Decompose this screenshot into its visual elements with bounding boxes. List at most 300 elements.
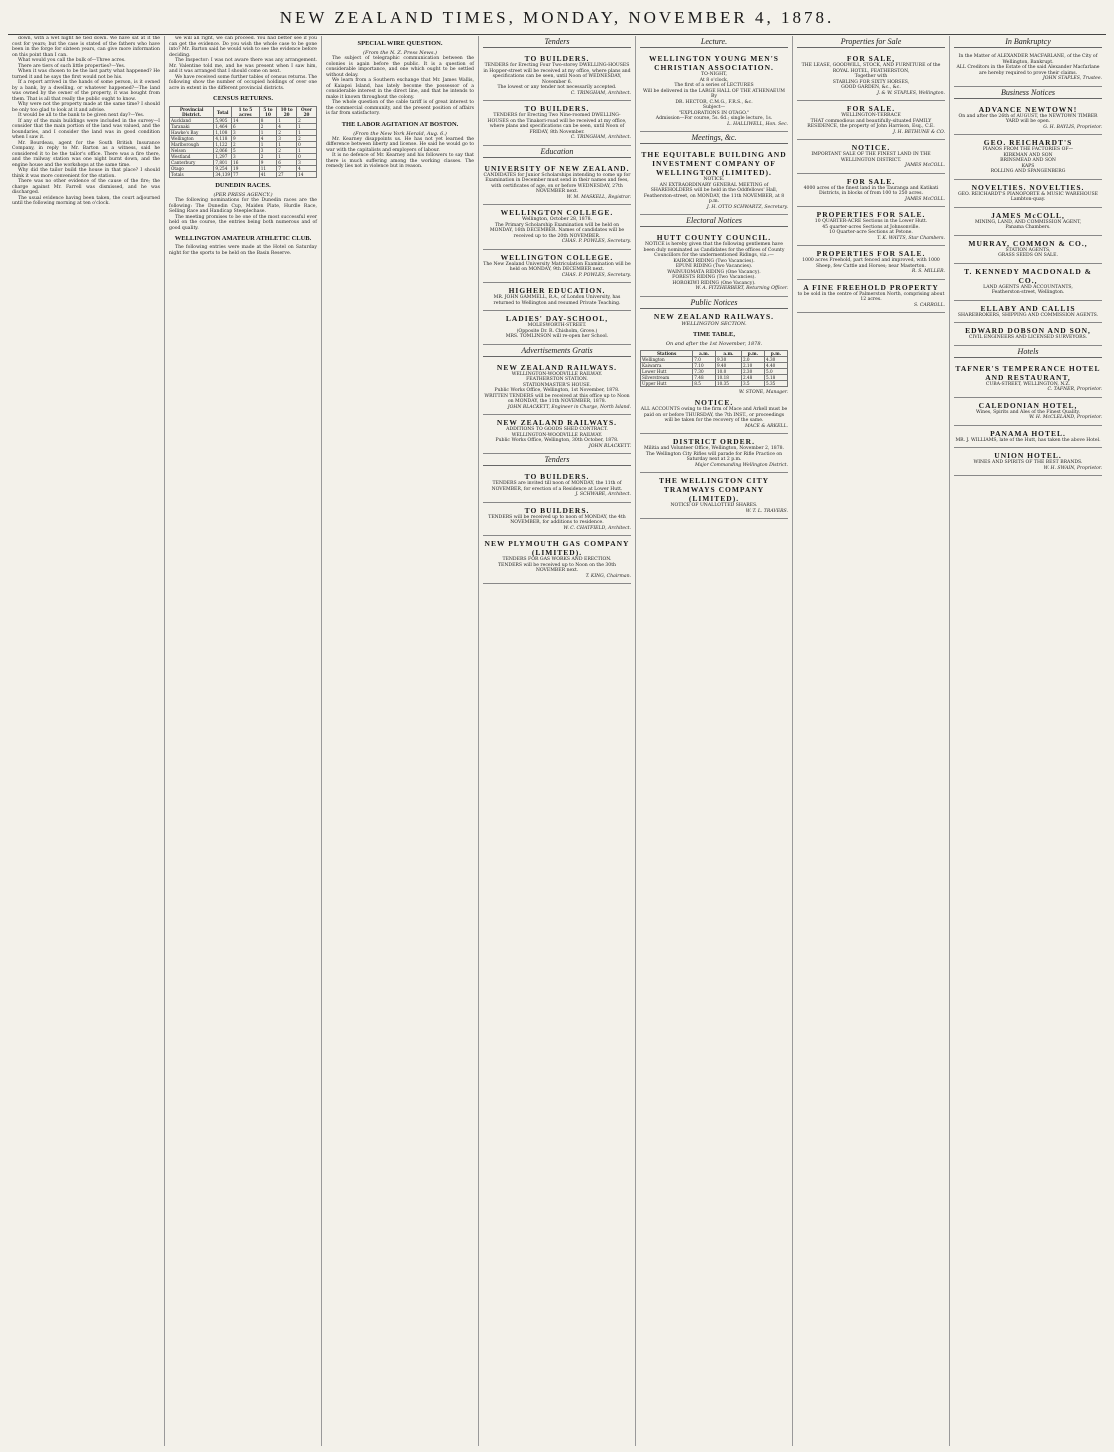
ad-line: THAT commodious and beautifully-situated FAMILY RESIDENCE, the property of John Harrison, Esq., C.E. <box>807 118 935 129</box>
ad-title: WELLINGTON COLLEGE. <box>500 208 614 217</box>
ad-body <box>640 242 788 286</box>
races-subtitle: (PER PRESS AGENCY.) <box>213 192 273 198</box>
ad-line: TENDERS will be received up to noon of MONDAY, the 4th NOVEMBER, for additions to residence. <box>488 514 626 525</box>
ad-line: GEO. REICHARDT'S PIANOFORTE & MUSIC WAREHOUSE <box>957 191 1099 197</box>
section-heading-education: Education <box>483 147 631 158</box>
ad-signature: W. T. L. TRAVERS. <box>745 508 788 514</box>
ad-body <box>483 372 631 405</box>
table-cell: 2.48 <box>741 374 764 380</box>
ad-body <box>483 323 631 340</box>
table-cell: 14 <box>232 118 260 124</box>
ad-title: TO BUILDERS. <box>524 505 590 515</box>
table-cell: 9,254 <box>214 166 232 172</box>
advertisement <box>640 51 788 132</box>
table-cell: 14 <box>297 172 317 178</box>
table-cell: Kaiwarra <box>641 362 693 368</box>
wire-title: SPECIAL WIRE QUESTION. <box>357 40 443 47</box>
ad-body <box>483 63 631 91</box>
ad-line: The New Zealand University Matriculation Examination will be held on MONDAY, 9th DECEMBER next. <box>483 261 631 272</box>
column-3 <box>322 36 479 1446</box>
ad-line: "EXPLORATIONS IN OTAGO." <box>678 110 750 116</box>
ad-title: HUTT COUNTY COUNCIL. <box>656 233 772 242</box>
ad-line: TENDERS FOR GAS WORKS AND ERECTION. <box>502 557 612 562</box>
ad-body <box>954 335 1102 341</box>
table-cell: 0 <box>297 142 317 148</box>
table-cell: 3 <box>232 154 260 160</box>
ad-signature: MACE & ARKELL. <box>744 423 788 429</box>
ad-line: EPUNI RIDING (Two Vacancies). <box>675 264 753 269</box>
article-paragraph: Why did the tailor build the house in that place? I should think it was more convenient for the station. <box>12 168 160 179</box>
ad-title: NEW PLYMOUTH GAS COMPANY (LIMITED). <box>484 539 630 557</box>
ad-signature: C. TAFNER, Proprietor. <box>1047 387 1102 392</box>
article-paragraph: The following nominations for the Dunedin races are the following: The Dunedin Cup, Maiden Plate, Hurdle Race, Selling Race and Handicap Steeplechase. <box>169 198 317 214</box>
table-cell: Marlborough <box>170 142 214 148</box>
table-cell: 7 <box>277 166 297 172</box>
ad-signature: CHAS. P. POWLES, Secretary. <box>561 272 631 278</box>
ad-signature: J. H. BETHUNE & CO. <box>893 129 945 135</box>
ad-title: THE EQUITABLE BUILDING AND INVESTMENT COMPANY OF WELLINGTON (LIMITED). <box>641 150 787 177</box>
article-paragraph: It is no defence of Mr. Kearney and his followers to say that there is much suffering among the working classes. The remedy lies not in violence but in reason. <box>326 153 474 169</box>
table-cell: 1,122 <box>214 142 232 148</box>
railway-title: NEW ZEALAND RAILWAYS. <box>653 311 775 321</box>
table-cell: Westland <box>170 154 214 160</box>
timetable <box>640 350 788 387</box>
ad-line: to be sold in the centre of Palmerston North, comprising about 12 acres. <box>797 291 945 302</box>
ad-line: ALL Creditors in the Estate of the said Alexander Macfarlane are hereby required to prove their claims. <box>956 65 1100 76</box>
table-header: Stations <box>641 350 693 356</box>
ad-signature: W. H. McCLELAND, Proprietor. <box>1029 415 1102 420</box>
ad-body <box>954 54 1102 76</box>
table-cell: 7.0 <box>693 356 716 362</box>
ad-line: IMPORTANT SALE OF THE FINEST LAND IN THE WELLINGTON DISTRICT. <box>811 152 931 163</box>
advertisement <box>954 180 1102 208</box>
ad-body <box>483 427 631 444</box>
advertisement <box>797 280 945 314</box>
ad-line: 10 Quarter-acre Sections at Petone. <box>829 230 913 235</box>
ad-line: TO-NIGHT, <box>701 72 727 77</box>
column-4-tenders <box>479 36 636 1446</box>
ad-title: DISTRICT ORDER. <box>673 437 755 446</box>
ad-signature: W. C. CHATFIELD, Architect. <box>563 525 631 531</box>
advertisement <box>797 51 945 101</box>
ad-body <box>797 113 945 130</box>
table-cell: 2 <box>232 142 260 148</box>
article-paragraph: If any of the main buildings were included in the survey—I consider that the main portion of the land was valued, and the boundaries, and I consider the land was in good condition when I saw it. <box>12 118 160 140</box>
column-2 <box>165 36 322 1446</box>
table-cell: 1,108 <box>214 130 232 136</box>
ad-line: The Wellington City Rifles will parade for Rifle Practice on Saturday next at 2 p.m. <box>645 451 783 462</box>
ad-signature: JOHN BLACKETT. <box>588 443 631 449</box>
ad-line: KIRKMAN AND SON <box>1003 152 1053 158</box>
ad-line: AN EXTRAORDINARY GENERAL MEETING of SHAREHOLDERS will be held in the Oddfellows' Hall, Featherston-street, on MONDAY, the 11th NOVEMBER, at 8 p.m. <box>643 182 785 204</box>
advertisement <box>640 147 788 215</box>
ad-title: NOTICE. <box>851 143 891 152</box>
ad-title: ADVANCE NEWTOWN! <box>978 104 1078 114</box>
ad-body <box>483 481 631 492</box>
ad-body <box>797 258 945 269</box>
section-heading-properties: Properties for Sale <box>797 37 945 48</box>
table-cell: 1 <box>277 154 297 160</box>
ad-line: 1000 acres Freehold, part fenced and improved, with 1000 Sheep, few Cattle and Horses; near Masterton. <box>802 258 940 269</box>
table-cell: 11 <box>259 166 276 172</box>
ad-line: 10 QUARTER-ACRE Sections in the Lower Hutt. <box>814 219 928 224</box>
table-header: Over 20 <box>297 107 317 118</box>
ad-body <box>954 313 1102 319</box>
table-header: a.m. <box>693 350 716 356</box>
table-cell: 7.10 <box>693 362 716 368</box>
ad-body <box>797 292 945 303</box>
ad-line: WELLINGTON-WOODVILLE RAILWAY. <box>511 432 603 438</box>
table-cell: Nelson <box>170 148 214 154</box>
table-cell: 4 <box>277 124 297 130</box>
table-cell: 1 <box>259 142 276 148</box>
table-cell: 2,066 <box>214 148 232 154</box>
advertisement <box>954 448 1102 476</box>
ad-title: WELLINGTON COLLEGE. <box>500 252 614 262</box>
article-paragraph: Mr. Kearney disappoints us. He has not yet learned the difference between liberty and license. He said he would go to war with the capitalists and employers of labour. <box>326 136 474 153</box>
advertisement <box>954 426 1102 449</box>
ad-line: CIVIL ENGINEERS AND LICENSED SURVEYORS. <box>968 335 1088 340</box>
ad-line: CANDIDATES for Junior Scholarships intending to come up for Examination in December must send in their names and fees, with certificates of age, on or before WEDNESDAY, 27th NOVEMBER next. <box>483 172 631 194</box>
ad-body <box>954 147 1102 175</box>
ad-signature: J. H. OTTO SCHWARTZ, Secretary. <box>706 204 788 210</box>
ad-title: PROPERTIES FOR SALE. <box>816 249 926 258</box>
table-cell: 5,905 <box>214 118 232 124</box>
table-cell: 5.0 <box>764 368 787 374</box>
ad-title: HIGHER EDUCATION. <box>508 286 606 295</box>
section-heading-tenders-2: Tenders <box>483 455 631 466</box>
ad-line: Will be delivered in the LARGE HALL OF THE ATHENAEUM <box>643 88 785 94</box>
ad-line: The Primary Scholarship Examination will be held on MONDAY, 16th DECEMBER. Names of candidates will be received up to the 20th NOVEMBER. <box>489 222 625 239</box>
article-paragraph: The whole question of the cable tariff is of great interest to the commercial community, and the present position of affairs is far from satisfactory. <box>326 100 474 116</box>
advertisement <box>797 101 945 140</box>
ad-signature: JAMES McCOLL. <box>905 196 945 202</box>
column-7-business <box>950 36 1106 1446</box>
advertisement <box>954 236 1102 264</box>
ad-line: CUBA-STREET, WELLINGTON, N.Z. <box>985 381 1071 387</box>
table-cell: Otago <box>170 166 214 172</box>
ad-body <box>483 262 631 273</box>
ad-line: Public Works Office, Wellington, 1st November, 1878. <box>494 388 620 393</box>
ad-title: T. KENNEDY MACDONALD & CO., <box>964 266 1092 285</box>
table-cell: Taranaki <box>170 124 214 130</box>
table-cell: 1,464 <box>214 124 232 130</box>
table-cell: 9 <box>232 136 260 142</box>
labour-subtitle: (From the New York Herald, Aug. 6.) <box>353 130 447 137</box>
section-heading-meetings: Meetings, &c. <box>640 133 788 144</box>
advertisement <box>640 395 788 434</box>
advertisement <box>954 301 1102 324</box>
ad-line: WELLINGTON-TERRACE <box>841 113 901 118</box>
ad-body <box>640 446 788 463</box>
ad-line: ALL ACCOUNTS owing to the firm of Mace and Arkell must be paid on or before THURSDAY, the 7th INST., or proceedings will be taken for the recovery of the same. <box>640 407 788 423</box>
column-6-properties <box>793 36 950 1446</box>
timetable-title: TIME TABLE, <box>692 330 736 338</box>
table-cell: 3 <box>232 130 260 136</box>
table-header: p.m. <box>741 350 764 356</box>
table-header: p.m. <box>764 350 787 356</box>
ad-signature: C. TRINGHAM, Architect. <box>570 90 631 96</box>
ad-line: MRS. TOMLINSON will re-open her School. <box>505 334 609 339</box>
ad-line: STATIONMASTER'S HOUSE. <box>522 382 592 388</box>
table-cell: 10.0 <box>715 368 741 374</box>
ad-line: KAPS <box>1021 163 1035 169</box>
ad-title: UNION HOTEL. <box>994 451 1062 460</box>
ad-line: Public Works Office, Wellington, 30th October, 1878. <box>495 438 619 443</box>
table-cell: Wellington <box>170 136 214 142</box>
ad-line: MINING, LAND, AND COMMISSION AGENT, <box>974 219 1082 225</box>
section-heading-gratis: Advertisements Gratis <box>483 346 631 357</box>
ad-title: NOVELTIES. NOVELTIES. <box>971 182 1085 192</box>
ad-signature: W. A. FITZHERBERT, Returning Officer. <box>695 286 788 291</box>
advertisement <box>954 51 1102 87</box>
ad-title: GEO. REICHARDT'S <box>983 138 1073 147</box>
ad-line: THE LEASE, GOODWILL, STOCK, AND FURNITURE of the <box>801 63 941 68</box>
ad-line: GOOD GARDEN, &c., &c. <box>841 85 901 90</box>
ad-title: PANAMA HOTEL. <box>990 428 1066 438</box>
table-cell: 10.18 <box>715 374 741 380</box>
timetable-subtitle: On and after the 1st November, 1878. <box>665 340 763 347</box>
ad-title: THE WELLINGTON CITY TRAMWAYS COMPANY (LIMITED). <box>659 476 769 503</box>
railway-signature: W. STONE, Manager. <box>738 389 788 395</box>
labour-title: THE LABOR AGITATION AT BOSTON. <box>341 120 459 128</box>
table-cell: 10.35 <box>715 380 741 386</box>
ad-line: MR. J. WILLIAMS, late of the Hutt, has taken the above Hotel. <box>955 437 1101 443</box>
advertisement <box>640 434 788 473</box>
ad-line: ROLLING AND SPANGENBERG <box>990 169 1066 174</box>
ad-body <box>954 460 1102 466</box>
census-title: CENSUS RETURNS. <box>213 95 273 102</box>
ad-title: FOR SALE. <box>846 104 896 113</box>
table-cell: 3 <box>259 148 276 154</box>
advertisement <box>640 230 788 297</box>
ad-body <box>797 63 945 91</box>
ad-line: (Opposite Dr. R. Chisholm, Grove.) <box>516 328 598 334</box>
advertisement <box>797 246 945 280</box>
ad-signature: W. M. MASKELL, Registrar. <box>566 194 631 200</box>
table-cell: Canterbury <box>170 160 214 166</box>
ad-body <box>954 192 1102 203</box>
ad-title: PROPERTIES FOR SALE. <box>816 210 926 219</box>
ad-line: WRITTEN TENDERS will be received at this office up to Noon on MONDAY, the 11th NOVEMBER, 1878. <box>484 393 630 404</box>
columns <box>8 36 1106 1446</box>
ad-line: WAINUIOMATA RIDING (One Vacancy). <box>667 269 761 275</box>
section-heading-tenders: Tenders <box>483 37 631 48</box>
section-heading-bankruptcy: In Bankruptcy <box>954 37 1102 48</box>
advertisement <box>483 250 631 284</box>
advertisement <box>797 207 945 246</box>
advertisement <box>954 398 1102 426</box>
ad-signature: T. K. WATTS, Star Chambers. <box>877 235 945 241</box>
table-row <box>170 172 317 178</box>
ad-line: FEATHERSTON STATION. <box>526 377 588 382</box>
ad-line: NOTICE. <box>703 177 725 182</box>
ad-line: NOTICE is hereby given that the following gentlemen have been duly nominated as Candidates for the offices of County Councillors for the undermentioned Ridings, viz.:— <box>643 242 785 258</box>
table-cell: 27 <box>277 172 297 178</box>
table-cell: 7.48 <box>693 374 716 380</box>
ad-body <box>483 217 631 239</box>
advertisement <box>483 161 631 206</box>
advertisement <box>954 323 1102 346</box>
table-cell: 0 <box>297 154 317 160</box>
ad-line: TENDERS will be received up to Noon on the 30th NOVEMBER next. <box>497 562 617 573</box>
ad-line: Together with <box>854 74 888 79</box>
section-heading-business: Business Notices <box>954 88 1102 99</box>
ad-line: The lowest or any tender not necessarily accepted. <box>497 85 617 90</box>
table-cell: 7,801 <box>214 160 232 166</box>
article-paragraph: The subject of telegraphic communication between the colonies is again before the public. It is a question of considerable importance, and one which ought to be settled without delay. <box>326 56 474 78</box>
ad-signature: J. SCHWABE, Architect. <box>575 492 631 497</box>
article-paragraph: Why were not the property made at the same time? I should be only too glad to look at it and advise. <box>12 102 160 113</box>
table-cell: 1 <box>297 148 317 154</box>
ad-body <box>954 220 1102 231</box>
ad-title: FOR SALE. <box>846 176 896 186</box>
ad-line: PIANOS FROM THE FACTORIES OF— <box>982 147 1074 152</box>
ad-title: MURRAY, COMMON & CO., <box>968 238 1088 248</box>
advertisement <box>954 264 1102 301</box>
ad-line: At 8 o'clock, <box>699 77 729 83</box>
ad-line: TENDERS for Erecting Two Nine-roomed DWELLING-HOUSES on the Tinakori-road will be received at my office, where plans and specifications can be seen, until Noon of FRIDAY, 8th November. <box>487 113 627 135</box>
section-heading-lecture: Lecture. <box>640 37 788 48</box>
ad-line: ADDITIONS TO GOODS SHED CONTRACT. <box>506 427 608 432</box>
table-header: 10 to 20 <box>277 107 297 118</box>
ad-title: EDWARD DOBSON AND SON, <box>965 326 1091 335</box>
ad-line: LAND AGENTS AND ACCOUNTANTS, <box>983 284 1073 290</box>
wire-subtitle: (From the N. Z. Press News.) <box>363 50 437 56</box>
table-cell: 4 <box>259 136 276 142</box>
ad-line: In the Matter of ALEXANDER MACFARLANE, of the City of Wellington, Bankrupt. <box>958 54 1098 65</box>
advertisement <box>640 473 788 519</box>
table-cell: 77 <box>232 172 260 178</box>
article-paragraph: We learn from a Southern exchange that Mr. James Wallis, of Kaiapoi Island, has lately become the possessor of a considerable interest in the direct line, and that he intends to make it known throughout the colony. <box>326 78 474 100</box>
table-header: a.m. <box>715 350 741 356</box>
table-cell: 4.30 <box>764 356 787 362</box>
table-cell: 9.30 <box>715 356 741 362</box>
ad-line: FORESTS RIDING (Two Vacancies). <box>672 275 756 280</box>
advertisement <box>483 360 631 416</box>
ad-signature: JOHN BLACKETT, Engineer in Charge, North Island. <box>507 404 631 410</box>
ad-line: NOTICE OF UNALLOTTED SHARES. <box>670 503 758 508</box>
advertisement <box>483 205 631 250</box>
advertisement <box>483 536 631 584</box>
ad-signature: R. S. MILLER. <box>911 269 945 274</box>
ad-body <box>483 515 631 526</box>
ad-signature: Major Commanding Wellington District. <box>694 462 788 468</box>
ad-body <box>640 177 788 205</box>
ad-title: JAMES McCOLL, <box>991 210 1065 220</box>
advertisement <box>483 283 631 311</box>
ad-signature: JOHN STAPLES, Trustee. <box>1042 76 1102 81</box>
table-cell: 5.35 <box>764 380 787 386</box>
ad-line: Militia and Volunteer Office, Wellington, November 2, 1878. <box>643 446 785 451</box>
table-cell: 2 <box>297 118 317 124</box>
table-cell: 9.40 <box>715 362 741 368</box>
column-5-notices <box>636 36 793 1446</box>
ad-title: TO BUILDERS. <box>524 104 590 113</box>
table-cell: 41 <box>259 172 276 178</box>
article-paragraph: The following entries were made at the Hotel on Saturday night for the sports to be held on the Basin Reserve. <box>169 245 317 256</box>
advertisement <box>483 503 631 537</box>
ad-title: NOTICE. <box>694 398 734 407</box>
table-cell: 8 <box>259 118 276 124</box>
article-paragraph: The meeting promises to be one of the most successful ever held on the course, the entries being both numerous and of good quality. <box>169 214 317 231</box>
ad-title: NEW ZEALAND RAILWAYS. <box>496 362 618 372</box>
ad-line: KAIROKI RIDING (Two Vacancies). <box>673 258 755 264</box>
table-cell: 4,118 <box>214 136 232 142</box>
table-cell: 2.0 <box>741 356 764 362</box>
ad-line: HOROKIWI RIDING (One Vacancy). <box>672 280 756 286</box>
article-paragraph: There are tiers of such little properties?—Yes. <box>18 63 126 69</box>
article-paragraph: When it was chosen to be the last party what happened? He turned it and he says the first would not be his. <box>12 69 160 80</box>
ad-line: 45 quarter-acres Sections at Johnsonville. <box>822 224 920 230</box>
ad-title: LADIES' DAY-SCHOOL, <box>505 314 609 323</box>
advertisement <box>483 51 631 101</box>
ad-line: STATION AGENTS, <box>1005 247 1051 253</box>
table-cell: Hawke's Bay <box>170 130 214 136</box>
ad-body <box>483 173 631 195</box>
ad-body <box>954 114 1102 125</box>
advertisement <box>954 135 1102 180</box>
ad-line: By <box>711 94 717 99</box>
table-header: 1 to 5 acres <box>232 107 260 118</box>
table-cell: 2 <box>297 136 317 142</box>
census-table <box>169 106 317 178</box>
ad-signature: S. CARROLL. <box>914 302 945 308</box>
table-cell: Silverstream <box>641 374 693 380</box>
ad-body <box>797 219 945 236</box>
masthead-rule <box>8 34 1106 35</box>
ad-line: Featherston-street, Wellington. <box>991 290 1065 295</box>
table-cell: 5.18 <box>764 374 787 380</box>
ad-title: UNIVERSITY OF NEW ZEALAND. <box>484 163 630 173</box>
ad-body <box>797 186 945 197</box>
table-cell: 34,139 <box>215 172 231 177</box>
table-header: Total <box>214 107 232 118</box>
table-cell: Wellington <box>641 356 693 362</box>
table-cell: 1 <box>259 130 276 136</box>
ad-line: Subject— <box>702 105 726 110</box>
advertisement <box>483 469 631 503</box>
athletic-title: WELLINGTON AMATEUR ATHLETIC CLUB. <box>174 235 312 242</box>
ad-title: FOR SALE, <box>846 54 896 63</box>
table-header: Provincial District. <box>170 107 214 118</box>
section-heading-hotels: Hotels <box>954 347 1102 358</box>
ad-line: Lambton-quay. <box>1010 197 1046 202</box>
ad-line: Wines, Spirits and Ales of the Finest Quality. <box>976 409 1080 415</box>
railway-subtitle: WELLINGTON SECTION. <box>681 320 747 327</box>
ad-line: STABLING FOR SIXTY HORSES, <box>832 79 910 85</box>
ad-title: TO BUILDERS. <box>524 54 590 63</box>
ad-line: TENDERS are invited till noon of MONDAY, the 11th of NOVEMBER, for erection of a Residence at Lower Hutt. <box>491 481 623 492</box>
table-cell: 7.30 <box>693 368 716 374</box>
ad-title: ELLABY AND CALLIS <box>980 303 1076 313</box>
ad-line: TENDERS for Erecting Four Two-storey DWELLING-HOUSES in Hopper-street will be received at my office, where plans and specifications can be seen, until Noon of WEDNESDAY, November 6. <box>483 63 631 85</box>
table-cell: 3 <box>297 160 317 166</box>
ad-line: MOLESWORTH-STREET. <box>527 323 587 328</box>
ad-body <box>483 113 631 135</box>
ad-line: ROYAL HOTEL, FEATHERSTON, <box>832 68 910 74</box>
table-cell: 2 <box>277 130 297 136</box>
ad-title: TAFNER'S TEMPERANCE HOTEL AND RESTAURANT, <box>955 363 1101 382</box>
ad-title: A FINE FREEHOLD PROPERTY <box>803 282 939 292</box>
ad-line: 4000 acres of the finest land in the Tauranga and Katikati Districts, in blocks of from 100 to 250 acres. <box>803 185 939 196</box>
ad-signature: G. H. BAYLIS, Proprietor. <box>1043 124 1102 130</box>
advertisement <box>483 101 631 146</box>
article-paragraph: we will all right, we can proceed. You had better see if you can get the evidence. Do you wish the whole case to be gone into? Mr. Barton said he would wish to see the evidence before deciding. <box>169 36 317 58</box>
ad-line: Panama Chambers. <box>1005 225 1051 230</box>
ad-line: WINES AND SPIRITS OF THE BEST BRANDS. <box>973 460 1083 465</box>
ad-body <box>797 152 945 163</box>
